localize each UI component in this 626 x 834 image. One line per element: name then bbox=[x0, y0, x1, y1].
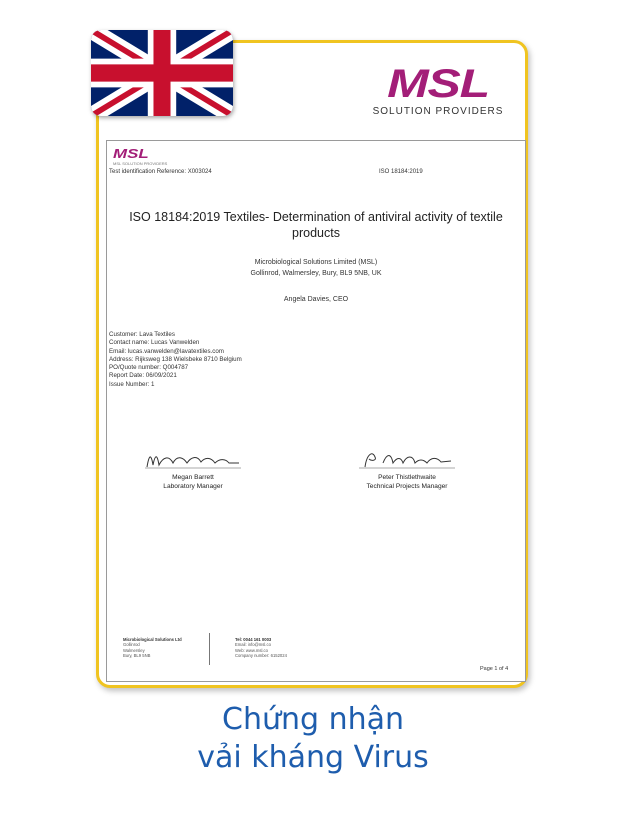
footer-email: Email: info@msl.co bbox=[235, 642, 271, 648]
detail-line: PO/Quote number: Q004787 bbox=[109, 364, 189, 372]
signatory-1 bbox=[133, 449, 253, 491]
footer-line: Walmersley bbox=[123, 647, 145, 653]
uk-flag-icon bbox=[91, 30, 233, 116]
footer-company-number: Company number: 6152024 bbox=[235, 653, 287, 659]
brand-logo bbox=[372, 64, 504, 117]
document-logo-sub: MSL SOLUTION PROVIDERS bbox=[113, 161, 168, 166]
page-number: Page 1 of 4 bbox=[480, 666, 509, 672]
signatory-role: Laboratory Manager bbox=[163, 483, 223, 490]
footer-line: Gollinrod bbox=[123, 642, 140, 648]
ceo-name: Angela Davies, CEO bbox=[283, 296, 349, 303]
signature-1 bbox=[143, 449, 243, 471]
signature-2 bbox=[357, 449, 457, 471]
detail-line: Address: Rijksweg 138 Wielsbeke 8710 Belgium bbox=[109, 355, 242, 363]
footer-contact bbox=[235, 637, 287, 659]
caption-line-2: vải kháng Virus bbox=[197, 740, 429, 775]
org-address: Gollinrod, Walmersley, Bury, BL9 5NB, UK bbox=[250, 270, 382, 277]
test-reference: Test identification Reference: X003024 bbox=[109, 169, 212, 175]
footer-address bbox=[123, 637, 182, 659]
certificate-document bbox=[106, 140, 526, 682]
signatory-2 bbox=[347, 449, 467, 491]
document-title bbox=[117, 209, 515, 241]
signatory-role: Technical Projects Manager bbox=[366, 483, 448, 490]
footer-company: Microbiological Solutions Ltd bbox=[123, 637, 182, 642]
detail-line: Issue Number: 1 bbox=[109, 380, 155, 388]
signatory-name: Megan Barrett bbox=[172, 474, 214, 481]
signatory-name: Peter Thistlethwaite bbox=[378, 474, 436, 481]
org-name: Microbiological Solutions Limited (MSL) bbox=[254, 259, 378, 266]
detail-line: Email: lucas.vanwelden@lavatextiles.com bbox=[109, 347, 224, 355]
detail-line: Report Date: 06/09/2021 bbox=[109, 372, 177, 380]
caption-line-1: Chứng nhận bbox=[222, 702, 404, 737]
footer-web: Web: www.msl.co bbox=[235, 647, 268, 653]
title-line-2: products bbox=[292, 226, 340, 240]
footer-divider bbox=[209, 633, 210, 665]
standard-reference: ISO 18184:2019 bbox=[379, 169, 423, 175]
detail-line: Customer: Lava Textiles bbox=[109, 331, 175, 338]
footer-line: Bury, BL9 5NB bbox=[123, 653, 151, 659]
customer-details bbox=[109, 331, 242, 389]
brand-logo-text: MSL bbox=[387, 62, 489, 106]
document-logo: MSL bbox=[113, 146, 149, 161]
footer-tel: Tel: 0044 161 0003 bbox=[235, 637, 272, 642]
brand-subtitle: SOLUTION PROVIDERS bbox=[372, 106, 504, 117]
title-line-1: ISO 18184:2019 Textiles- Determination of antiviral activity of textile bbox=[129, 210, 503, 224]
detail-line: Contact name: Lucas Vanwelden bbox=[109, 339, 200, 347]
